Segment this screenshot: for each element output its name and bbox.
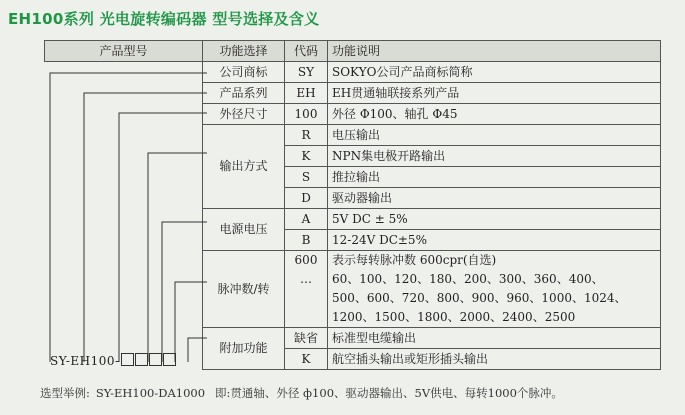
code-pulse: [285, 251, 328, 328]
func-power: 电源电压: [203, 209, 285, 251]
desc-extra-default: 标准型电缆输出: [328, 328, 661, 349]
code-pulse-value: 600: [294, 253, 318, 267]
code-box: [135, 353, 148, 366]
page-title: EH100系列 光电旋转编码器 型号选择及含义: [8, 10, 320, 28]
code-pulse-more: …: [300, 272, 312, 286]
header-function-desc: 功能说明: [328, 41, 661, 62]
desc-company: SOKYO公司产品商标简称: [328, 62, 661, 83]
example-text: 即:贯通轴、外径 ф100、驱动器输出、5V供电、每转1000个脉冲。: [215, 386, 563, 400]
code-box: [121, 353, 134, 366]
code-series: EH: [285, 83, 328, 104]
header-function-select: 功能选择: [203, 41, 285, 62]
code-extra-k: K: [285, 349, 328, 370]
desc-output-r: 电压输出: [328, 125, 661, 146]
desc-output-k: NPN集电极开路输出: [328, 146, 661, 167]
code-output-k: K: [285, 146, 328, 167]
desc-output-d: 驱动器输出: [328, 188, 661, 209]
code-box: [149, 353, 162, 366]
header-product-model: 产品型号: [45, 41, 203, 62]
desc-pulse-line: 1200、1500、1800、2000、2400、2500: [332, 310, 576, 324]
desc-pulse-line: 500、600、720、800、900、960、1000、1024、: [332, 291, 627, 305]
func-company: 公司商标: [203, 62, 285, 83]
model-code: [50, 353, 176, 368]
selection-example: [40, 385, 563, 401]
func-series: 产品系列: [203, 83, 285, 104]
code-company: SY: [285, 62, 328, 83]
model-code-boxes: [120, 354, 176, 368]
func-extra: 附加功能: [203, 328, 285, 370]
code-output-r: R: [285, 125, 328, 146]
desc-pulse-line: 60、100、120、180、200、300、360、400、: [332, 272, 604, 286]
example-model: SY-EH100-DA1000: [95, 386, 206, 400]
code-output-d: D: [285, 188, 328, 209]
desc-size: 外径 Φ100、轴孔 Φ45: [328, 104, 661, 125]
desc-power-b: 12-24V DC±5%: [328, 230, 661, 251]
func-pulse: 脉冲数/转: [203, 251, 285, 328]
code-output-s: S: [285, 167, 328, 188]
model-code-text: SY-EH100-: [50, 354, 120, 368]
desc-output-s: 推拉输出: [328, 167, 661, 188]
code-size: 100: [285, 104, 328, 125]
model-tree-cell: [45, 62, 203, 370]
spec-table: [44, 40, 661, 370]
desc-power-a: 5V DC ± 5%: [328, 209, 661, 230]
header-code: 代码: [285, 41, 328, 62]
code-box: [163, 353, 176, 366]
header-row: [45, 41, 661, 62]
func-size: 外径尺寸: [203, 104, 285, 125]
code-power-a: A: [285, 209, 328, 230]
desc-pulse-line: 表示每转脉冲数 600cpr(自选): [332, 253, 497, 267]
func-output: 输出方式: [203, 125, 285, 209]
desc-extra-k: 航空插头输出或矩形插头输出: [328, 349, 661, 370]
code-power-b: B: [285, 230, 328, 251]
desc-series: EH贯通轴联接系列产品: [328, 83, 661, 104]
example-label: 选型举例:: [40, 386, 90, 400]
code-extra-default: 缺省: [285, 328, 328, 349]
table-row: [45, 62, 661, 83]
desc-pulse: [328, 251, 661, 328]
